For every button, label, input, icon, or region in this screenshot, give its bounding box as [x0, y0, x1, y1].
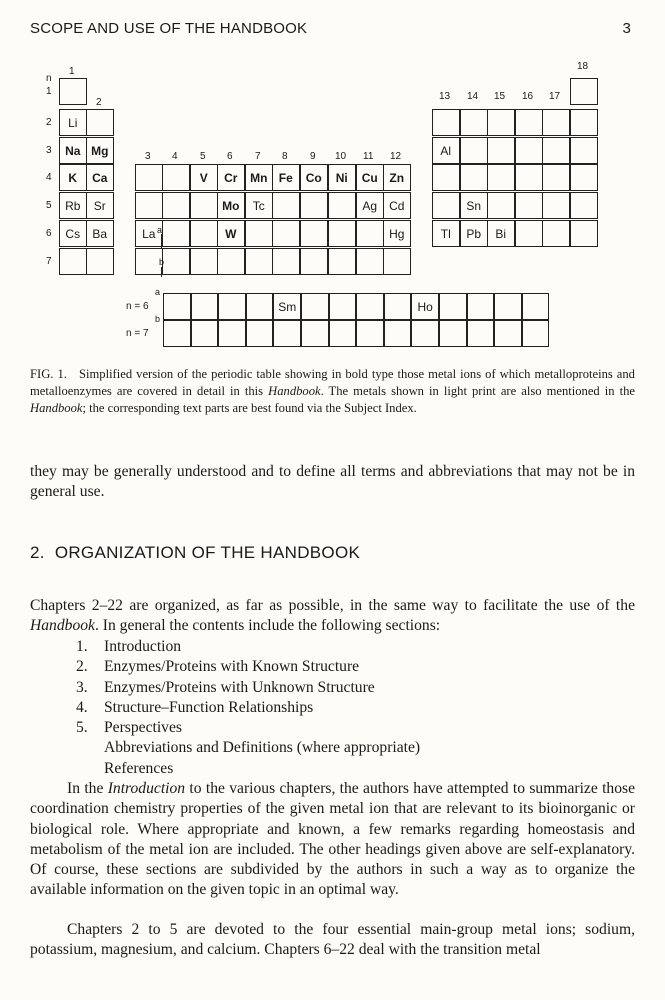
empty-cell [217, 248, 245, 275]
empty-cell [515, 164, 543, 191]
group-label: 15 [494, 91, 506, 102]
empty-cell [439, 293, 467, 320]
element-la: La [135, 220, 163, 247]
caption-text: Simplified version of the periodic table showing in bold type those metal ions of which metalloproteins and metalloenzymes are covered in detail in this [30, 367, 635, 398]
series-label: n = 6 [126, 301, 149, 312]
paragraph [30, 596, 635, 637]
empty-cell [190, 192, 218, 219]
paragraph-text: In the [67, 780, 108, 797]
element-ag: Ag [356, 192, 384, 219]
empty-cell [542, 109, 570, 136]
empty-cell [162, 220, 190, 247]
element-pb: Pb [460, 220, 488, 247]
series-tick [161, 267, 162, 277]
group-label: 7 [255, 151, 261, 162]
empty-cell [432, 109, 460, 136]
caption-text: . The metals shown in light print are also mentioned in the [320, 384, 635, 398]
empty-cell [460, 109, 488, 136]
caption-text: ; the corresponding text parts are best found via the Subject Index. [82, 401, 417, 415]
empty-cell [542, 164, 570, 191]
empty-cell [329, 320, 357, 347]
empty-cell [570, 109, 598, 136]
empty-cell [487, 137, 515, 164]
empty-cell [467, 320, 495, 347]
group-label: 3 [145, 151, 151, 162]
paragraph-italic: Handbook [30, 617, 95, 635]
empty-cell [384, 320, 412, 347]
page-number: 3 [622, 20, 631, 37]
empty-cell [246, 320, 274, 347]
group-label: 6 [227, 151, 233, 162]
empty-cell [522, 293, 550, 320]
running-header [30, 20, 631, 44]
element-cu: Cu [356, 164, 384, 191]
list-number: 3. [76, 678, 88, 696]
empty-cell [300, 220, 328, 247]
series-marker: b [155, 314, 161, 324]
group-label: 13 [439, 91, 451, 102]
group-label: 11 [363, 151, 374, 162]
empty-cell [356, 293, 384, 320]
period-label: 4 [46, 172, 52, 183]
element-bi: Bi [487, 220, 515, 247]
element-ca: Ca [86, 164, 114, 191]
element-li: Li [59, 109, 87, 136]
empty-cell [460, 137, 488, 164]
section-title: ORGANIZATION OF THE HANDBOOK [54, 543, 361, 562]
element-cs: Cs [59, 220, 87, 247]
element-rb: Rb [59, 192, 87, 219]
element-mo: Mo [217, 192, 245, 219]
element-hg: Hg [383, 220, 411, 247]
paragraph: they may be generally understood and to define all terms and abbreviations that may not be in general use. [30, 463, 635, 501]
group-label: 10 [335, 151, 347, 162]
element-tl: Tl [432, 220, 460, 247]
element-ba: Ba [86, 220, 114, 247]
empty-cell [162, 164, 190, 191]
list-item [76, 698, 420, 718]
period-label: 6 [46, 228, 52, 239]
paragraph: Chapters 2 to 5 are devoted to the four essential main-group metal ions; sodium, potassium, magnesium, and calcium. Chapters 6–22 deal with the transition metal [30, 921, 635, 959]
empty-cell [162, 248, 190, 275]
empty-cell [494, 320, 522, 347]
empty-cell [190, 248, 218, 275]
list-item: References [104, 759, 174, 777]
element-al: Al [432, 137, 460, 164]
running-title: SCOPE AND USE OF THE HANDBOOK [30, 20, 308, 37]
caption-label: FIG. 1. [30, 367, 67, 381]
empty-cell [570, 164, 598, 191]
period-label: 1 [46, 86, 52, 97]
figure-caption [30, 366, 635, 417]
empty-cell [245, 248, 273, 275]
empty-cell [356, 248, 384, 275]
empty-cell [515, 220, 543, 247]
empty-cell [570, 192, 598, 219]
empty-cell [300, 192, 328, 219]
empty-cell [59, 248, 87, 275]
group-label: 18 [577, 61, 589, 72]
list-text: Perspectives [104, 719, 182, 737]
empty-cell [59, 78, 87, 105]
paragraph-text: to the various chapters, the authors have attempted to summarize those coordination chemistry properties of the given metal ion that are relevant to its bioinorganic or biological role. Where appropriate and known, a few remarks regarding homeostasis and metabolism of the metal ion are included. The other headings given above are self-explanatory. Of course, these sections are subdivided by the authors in such a way as to organize the available information on the given topic in an optimal way. [30, 780, 635, 899]
paragraph-text: . In general the contents include the following sections: [94, 617, 441, 635]
period-label: 3 [46, 145, 52, 156]
element-mn: Mn [245, 164, 273, 191]
periodic-table-figure [0, 0, 665, 370]
element-sn: Sn [460, 192, 488, 219]
empty-cell [570, 220, 598, 247]
section-heading [30, 543, 360, 563]
empty-cell [515, 192, 543, 219]
caption-italic: Handbook [30, 401, 83, 415]
group-label: 8 [282, 151, 288, 162]
list-item: Abbreviations and Definitions (where appropriate) [104, 739, 421, 757]
list-text: Enzymes/Proteins with Unknown Structure [104, 678, 375, 696]
empty-cell [329, 293, 357, 320]
list-item [76, 657, 420, 677]
empty-cell [515, 137, 543, 164]
element-tc: Tc [245, 192, 273, 219]
empty-cell [162, 192, 190, 219]
empty-cell [432, 192, 460, 219]
empty-cell [190, 220, 218, 247]
empty-cell [542, 220, 570, 247]
empty-cell [356, 320, 384, 347]
empty-cell [272, 192, 300, 219]
group-label: 4 [172, 151, 178, 162]
marker-a: a [157, 225, 163, 235]
group-label: 16 [522, 91, 534, 102]
empty-cell [218, 320, 246, 347]
caption-italic: Handbook [268, 384, 321, 398]
group-label: 9 [310, 151, 316, 162]
empty-cell [135, 192, 163, 219]
empty-cell [300, 248, 328, 275]
empty-cell [163, 320, 191, 347]
series-marker: a [155, 287, 161, 297]
group-label: 14 [467, 91, 479, 102]
element-cr: Cr [217, 164, 245, 191]
list-item [76, 678, 420, 698]
empty-cell [487, 164, 515, 191]
empty-cell [487, 192, 515, 219]
period-label: 2 [46, 117, 52, 128]
period-label: 7 [46, 256, 52, 267]
contents-list [76, 637, 420, 779]
section-number: 2. [30, 543, 45, 562]
paragraph-text: Chapters 2–22 are organized, as far as possible, in the same way to facilitate the use of the [30, 597, 635, 614]
list-text: Enzymes/Proteins with Known Structure [104, 658, 360, 676]
empty-cell [301, 320, 329, 347]
empty-cell [135, 248, 163, 275]
empty-cell [272, 220, 300, 247]
empty-cell [487, 109, 515, 136]
element-mg: Mg [86, 137, 114, 164]
empty-cell [432, 164, 460, 191]
empty-cell [460, 164, 488, 191]
empty-cell [467, 293, 495, 320]
list-item [76, 637, 420, 657]
list-text: Structure–Function Relationships [104, 698, 314, 716]
empty-cell [328, 220, 356, 247]
series-label: n = 7 [126, 328, 149, 339]
group-label: 2 [96, 97, 102, 108]
list-number: 4. [76, 698, 88, 716]
paragraph [30, 779, 635, 901]
element-sr: Sr [86, 192, 114, 219]
element-k: K [59, 164, 87, 191]
empty-cell [218, 293, 246, 320]
element-co: Co [300, 164, 328, 191]
empty-cell [163, 293, 191, 320]
empty-cell [411, 320, 439, 347]
empty-cell [272, 248, 300, 275]
empty-cell [191, 320, 219, 347]
empty-cell [356, 220, 384, 247]
element-na: Na [59, 137, 87, 164]
list-number: 1. [76, 638, 88, 655]
element-fe: Fe [272, 164, 300, 191]
row-header-label: n [46, 73, 52, 84]
empty-cell [86, 109, 114, 136]
empty-cell [439, 320, 467, 347]
empty-cell [494, 293, 522, 320]
list-text: Introduction [104, 638, 182, 655]
group-label: 5 [200, 151, 206, 162]
marker-b: b [159, 257, 165, 267]
empty-cell [245, 220, 273, 247]
empty-cell [570, 78, 598, 105]
group-label: 17 [549, 91, 561, 102]
element-ni: Ni [328, 164, 356, 191]
element-cd: Cd [383, 192, 411, 219]
empty-cell [273, 320, 301, 347]
empty-cell [301, 293, 329, 320]
empty-cell [328, 248, 356, 275]
paragraph-italic: Introduction [107, 780, 186, 797]
group-label: 1 [69, 66, 75, 77]
empty-cell [522, 320, 550, 347]
empty-cell [515, 109, 543, 136]
period-label: 5 [46, 200, 52, 211]
empty-cell [570, 137, 598, 164]
empty-cell [86, 248, 114, 275]
empty-cell [542, 137, 570, 164]
list-item [76, 718, 420, 738]
element-v: V [190, 164, 218, 191]
empty-cell [135, 164, 163, 191]
element-sm: Sm [273, 293, 301, 320]
empty-cell [328, 192, 356, 219]
group-label: 12 [390, 151, 402, 162]
empty-cell [384, 293, 412, 320]
empty-cell [246, 293, 274, 320]
list-number: 5. [76, 719, 88, 737]
element-ho: Ho [411, 293, 439, 320]
list-number: 2. [76, 658, 88, 676]
empty-cell [191, 293, 219, 320]
empty-cell [383, 248, 411, 275]
series-tick [161, 234, 162, 248]
element-w: W [217, 220, 245, 247]
empty-cell [542, 192, 570, 219]
element-zn: Zn [383, 164, 411, 191]
